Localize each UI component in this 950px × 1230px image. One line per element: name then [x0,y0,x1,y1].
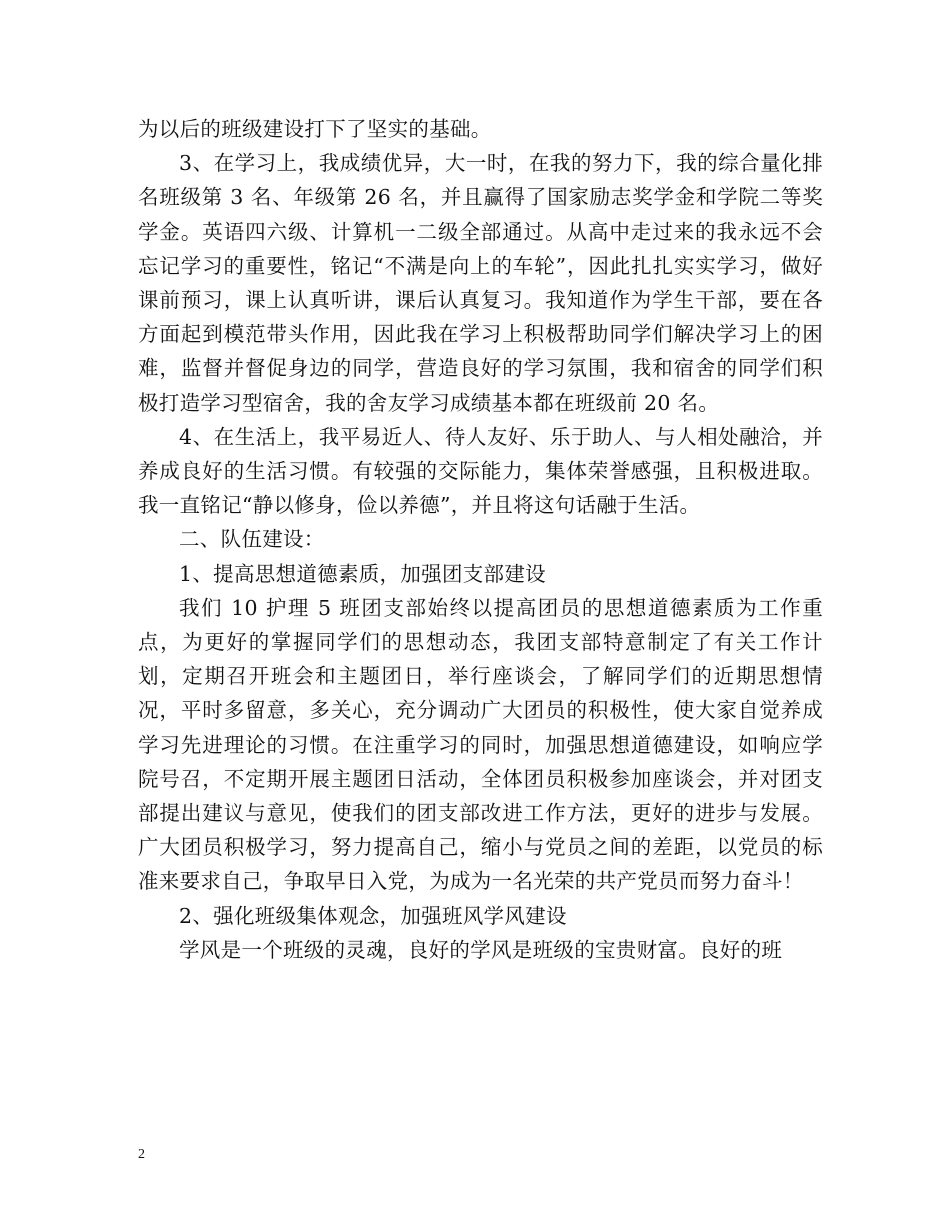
subheading-class-spirit: 2、强化班级集体观念，加强班风学风建设 [179,903,567,928]
section-heading-team-building: 二、队伍建设： [179,527,325,552]
page-number: 2 [138,1147,145,1162]
paragraph-continuation: 为以后的班级建设打下了坚实的基础。 [138,117,492,141]
paragraph-league-branch: 我们 10 护理 5 班团支部始终以提高团员的思想道德素质为工作重点，为更好的掌握同学们的思想动态，我团支部特意制定了有关工作计划，定期召开班会和主题团日，举行座谈会，了解同学们的近期思想情况，平时多留意，多关心，充分调动广大团员的积极性，使大家自觉养成学习先进理论的习惯。在注重学习的同时，加强思想道德建设，如响应学院号召，不定期开展主题团日活动，全体团员积极参加座谈会，并对团支部提出建议与意见，使我们的团支部改进工作方法，更好的进步与发展。广大团员积极学习，努力提高自己，缩小与党员之间的差距，以党员的标准来要求自己，争取早日入党，为成为一名光荣的共产党员而努力奋斗！ [138,595,823,894]
paragraph-study: 3、在学习上，我成绩优异，大一时，在我的努力下，我的综合量化排名班级第 3 名、年级第 26 名，并且赢得了国家励志奖学金和学院二等奖学金。英语四六级、计算机一二级全部通过。从高中走过来的我永远不会忘记学习的重要性，铭记“不满是向上的车轮”，因此扎扎实实学习，做好课前预习，课上认真听讲，课后认真复习。我知道作为学生干部，要在各方面起到模范带头作用，因此我在学习上积极帮助同学们解决学习上的困难，监督并督促身边的同学，营造良好的学习氛围，我和宿舍的同学们积极打造学习型宿舍，我的舍友学习成绩基本都在班级前 20 名。 [138,151,823,415]
paragraph-life: 4、在生活上，我平易近人、待人友好、乐于助人、与人相处融洽，并养成良好的生活习惯。有较强的交际能力，集体荣誉感强，且积极进取。我一直铭记“静以修身，俭以养德”，并且将这句话融于生活。 [138,424,823,518]
document-body [138,112,823,967]
paragraph-study-style: 学风是一个班级的灵魂，良好的学风是班级的宝贵财富。良好的班 [179,937,783,962]
subheading-moral-quality: 1、提高思想道德素质，加强团支部建设 [179,561,546,586]
